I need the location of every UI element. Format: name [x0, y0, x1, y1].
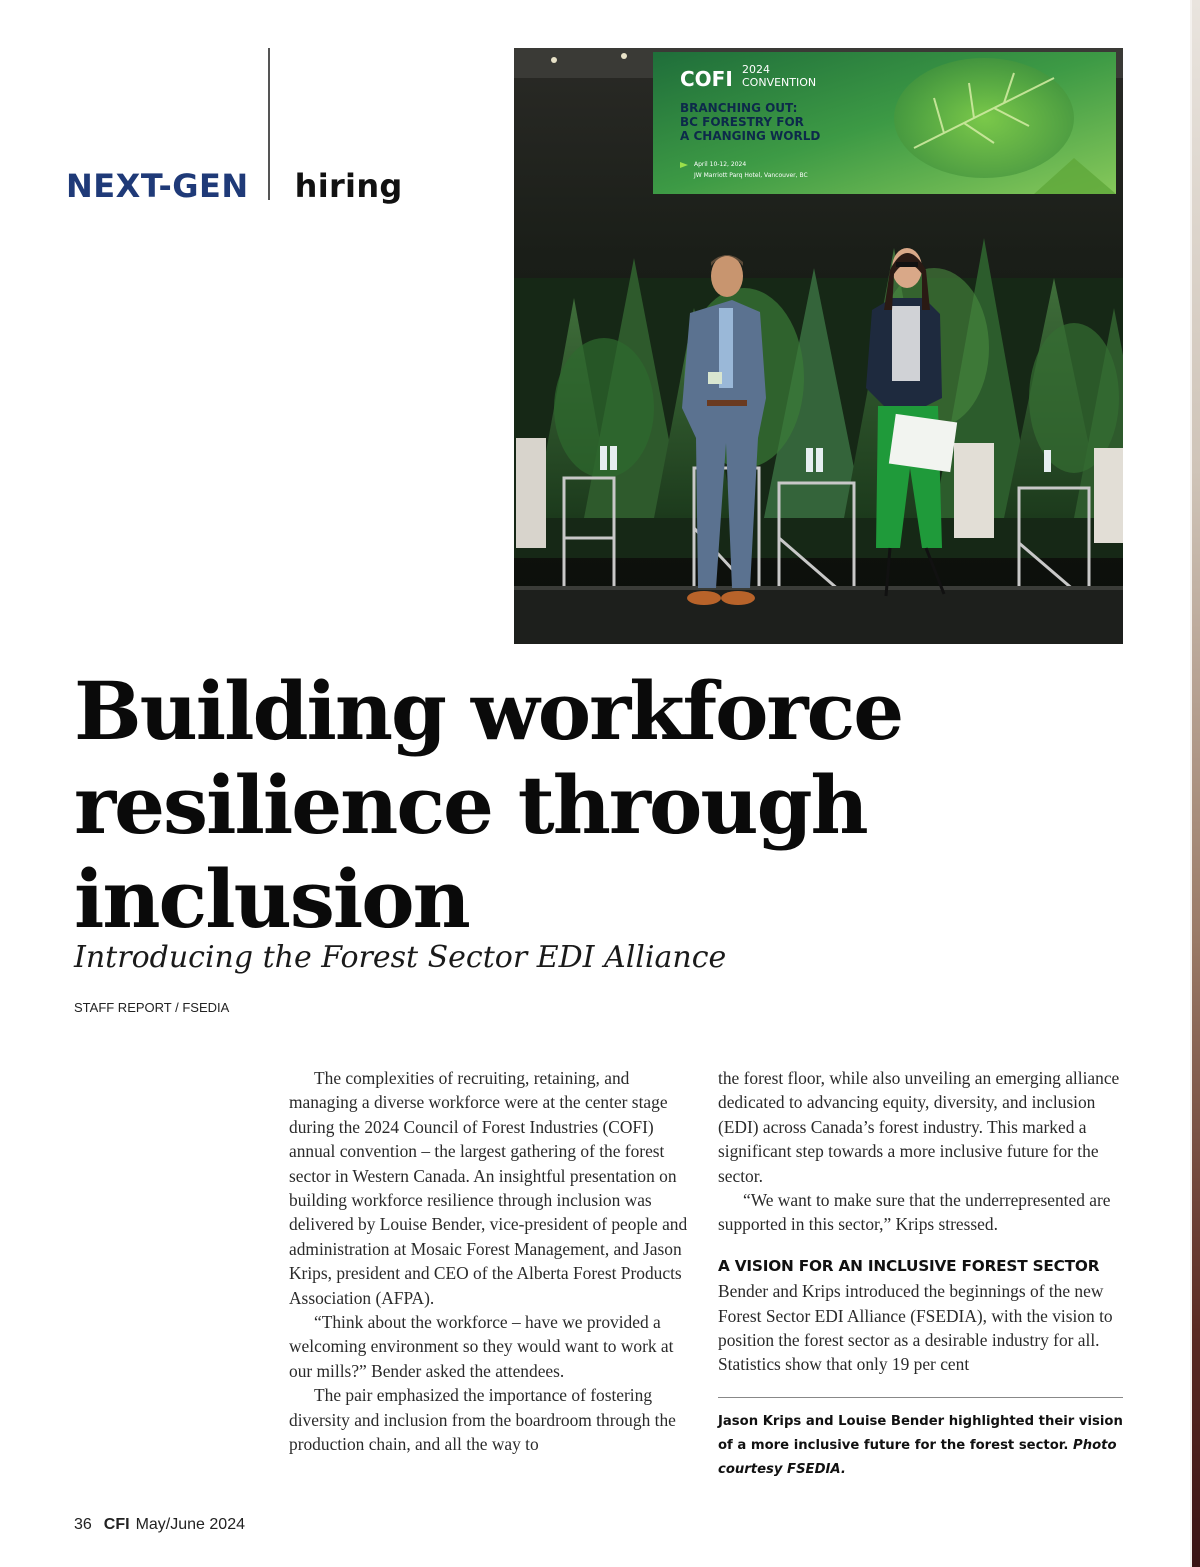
photo-caption — [718, 1410, 1123, 1482]
screen-venue: JW Marriott Parq Hotel, Vancouver, BC — [694, 172, 808, 179]
screen-event: CONVENTION — [742, 76, 817, 89]
paragraph: The complexities of recruiting, retaining, and managing a diverse workforce were at the center stage during the 2024 Council of Forest Industries (COFI) annual convention – the largest gathering of the forest sector in Western Canada. An insightful presentation on building workforce resilience through inclusion was delivered by Louise Bender, vice-president of people and administration at Mosaic Forest Management, and Jason Krips, president and CEO of the Alberta Forest Products Association (AFPA). — [289, 1068, 688, 1308]
section-label: NEXT-GEN — [66, 167, 249, 205]
tree-backdrop — [514, 238, 1123, 558]
deck: Introducing the Forest Sector EDI Alliance — [74, 940, 727, 975]
section-topic: hiring — [294, 167, 403, 205]
caption-divider — [718, 1397, 1123, 1398]
paragraph: Bender and Krips introduced the beginnings of the new Forest Sector EDI Alliance (FSEDIA), with the vision to position the forest sector as a desirable industry for all. Statistics show that only 19 per cent — [718, 1281, 1113, 1375]
lead-photo — [514, 48, 1123, 644]
screen-theme-3: A CHANGING WORLD — [680, 129, 821, 143]
article-column-1 — [289, 1066, 695, 1457]
caption-text: Jason Krips and Louise Bender highlighted their vision of a more inclusive future for the forest sector. — [718, 1414, 1123, 1453]
facing-page-edge — [1190, 0, 1200, 1567]
headline: Building workforce resilience through inclusion — [74, 664, 903, 946]
screen-dates: April 10-12, 2024 — [694, 161, 747, 168]
paragraph: the forest floor, while also unveiling an emerging alliance dedicated to advancing equity, diversity, and inclusion (EDI) across Canada’s forest industry. This marked a significant step towards a more inclusive future for the sector. — [718, 1068, 1120, 1186]
page-number: 36 — [74, 1516, 92, 1533]
screen-year: 2024 — [742, 63, 770, 76]
issue-date: May/June 2024 — [135, 1516, 245, 1533]
page-footer — [74, 1516, 245, 1534]
paragraph: “We want to make sure that the underrepresented are supported in this sector,” Krips stressed. — [718, 1190, 1111, 1235]
screen-theme-2: BC FORESTRY FOR — [680, 115, 804, 129]
paragraph: “Think about the workforce – have we provided a welcoming environment so they would want to work at our mills?” Bender asked the attendees. — [289, 1312, 674, 1381]
screen-theme-1: BRANCHING OUT: — [680, 101, 798, 115]
paragraph: The pair emphasized the importance of fostering diversity and inclusion from the boardroom through the production chain, and all the way to — [289, 1385, 676, 1455]
article-column-2 — [718, 1066, 1124, 1377]
screen-logo: COFI — [680, 67, 733, 91]
convention-screen — [653, 52, 1116, 194]
magazine-name: CFI — [103, 1516, 130, 1533]
subhead: A VISION FOR AN INCLUSIVE FOREST SECTOR — [718, 1256, 1100, 1275]
section-header — [66, 166, 403, 206]
caption-credit: Photo courtesy FSEDIA. — [718, 1438, 1117, 1477]
byline: STAFF REPORT / FSEDIA — [74, 1000, 230, 1015]
